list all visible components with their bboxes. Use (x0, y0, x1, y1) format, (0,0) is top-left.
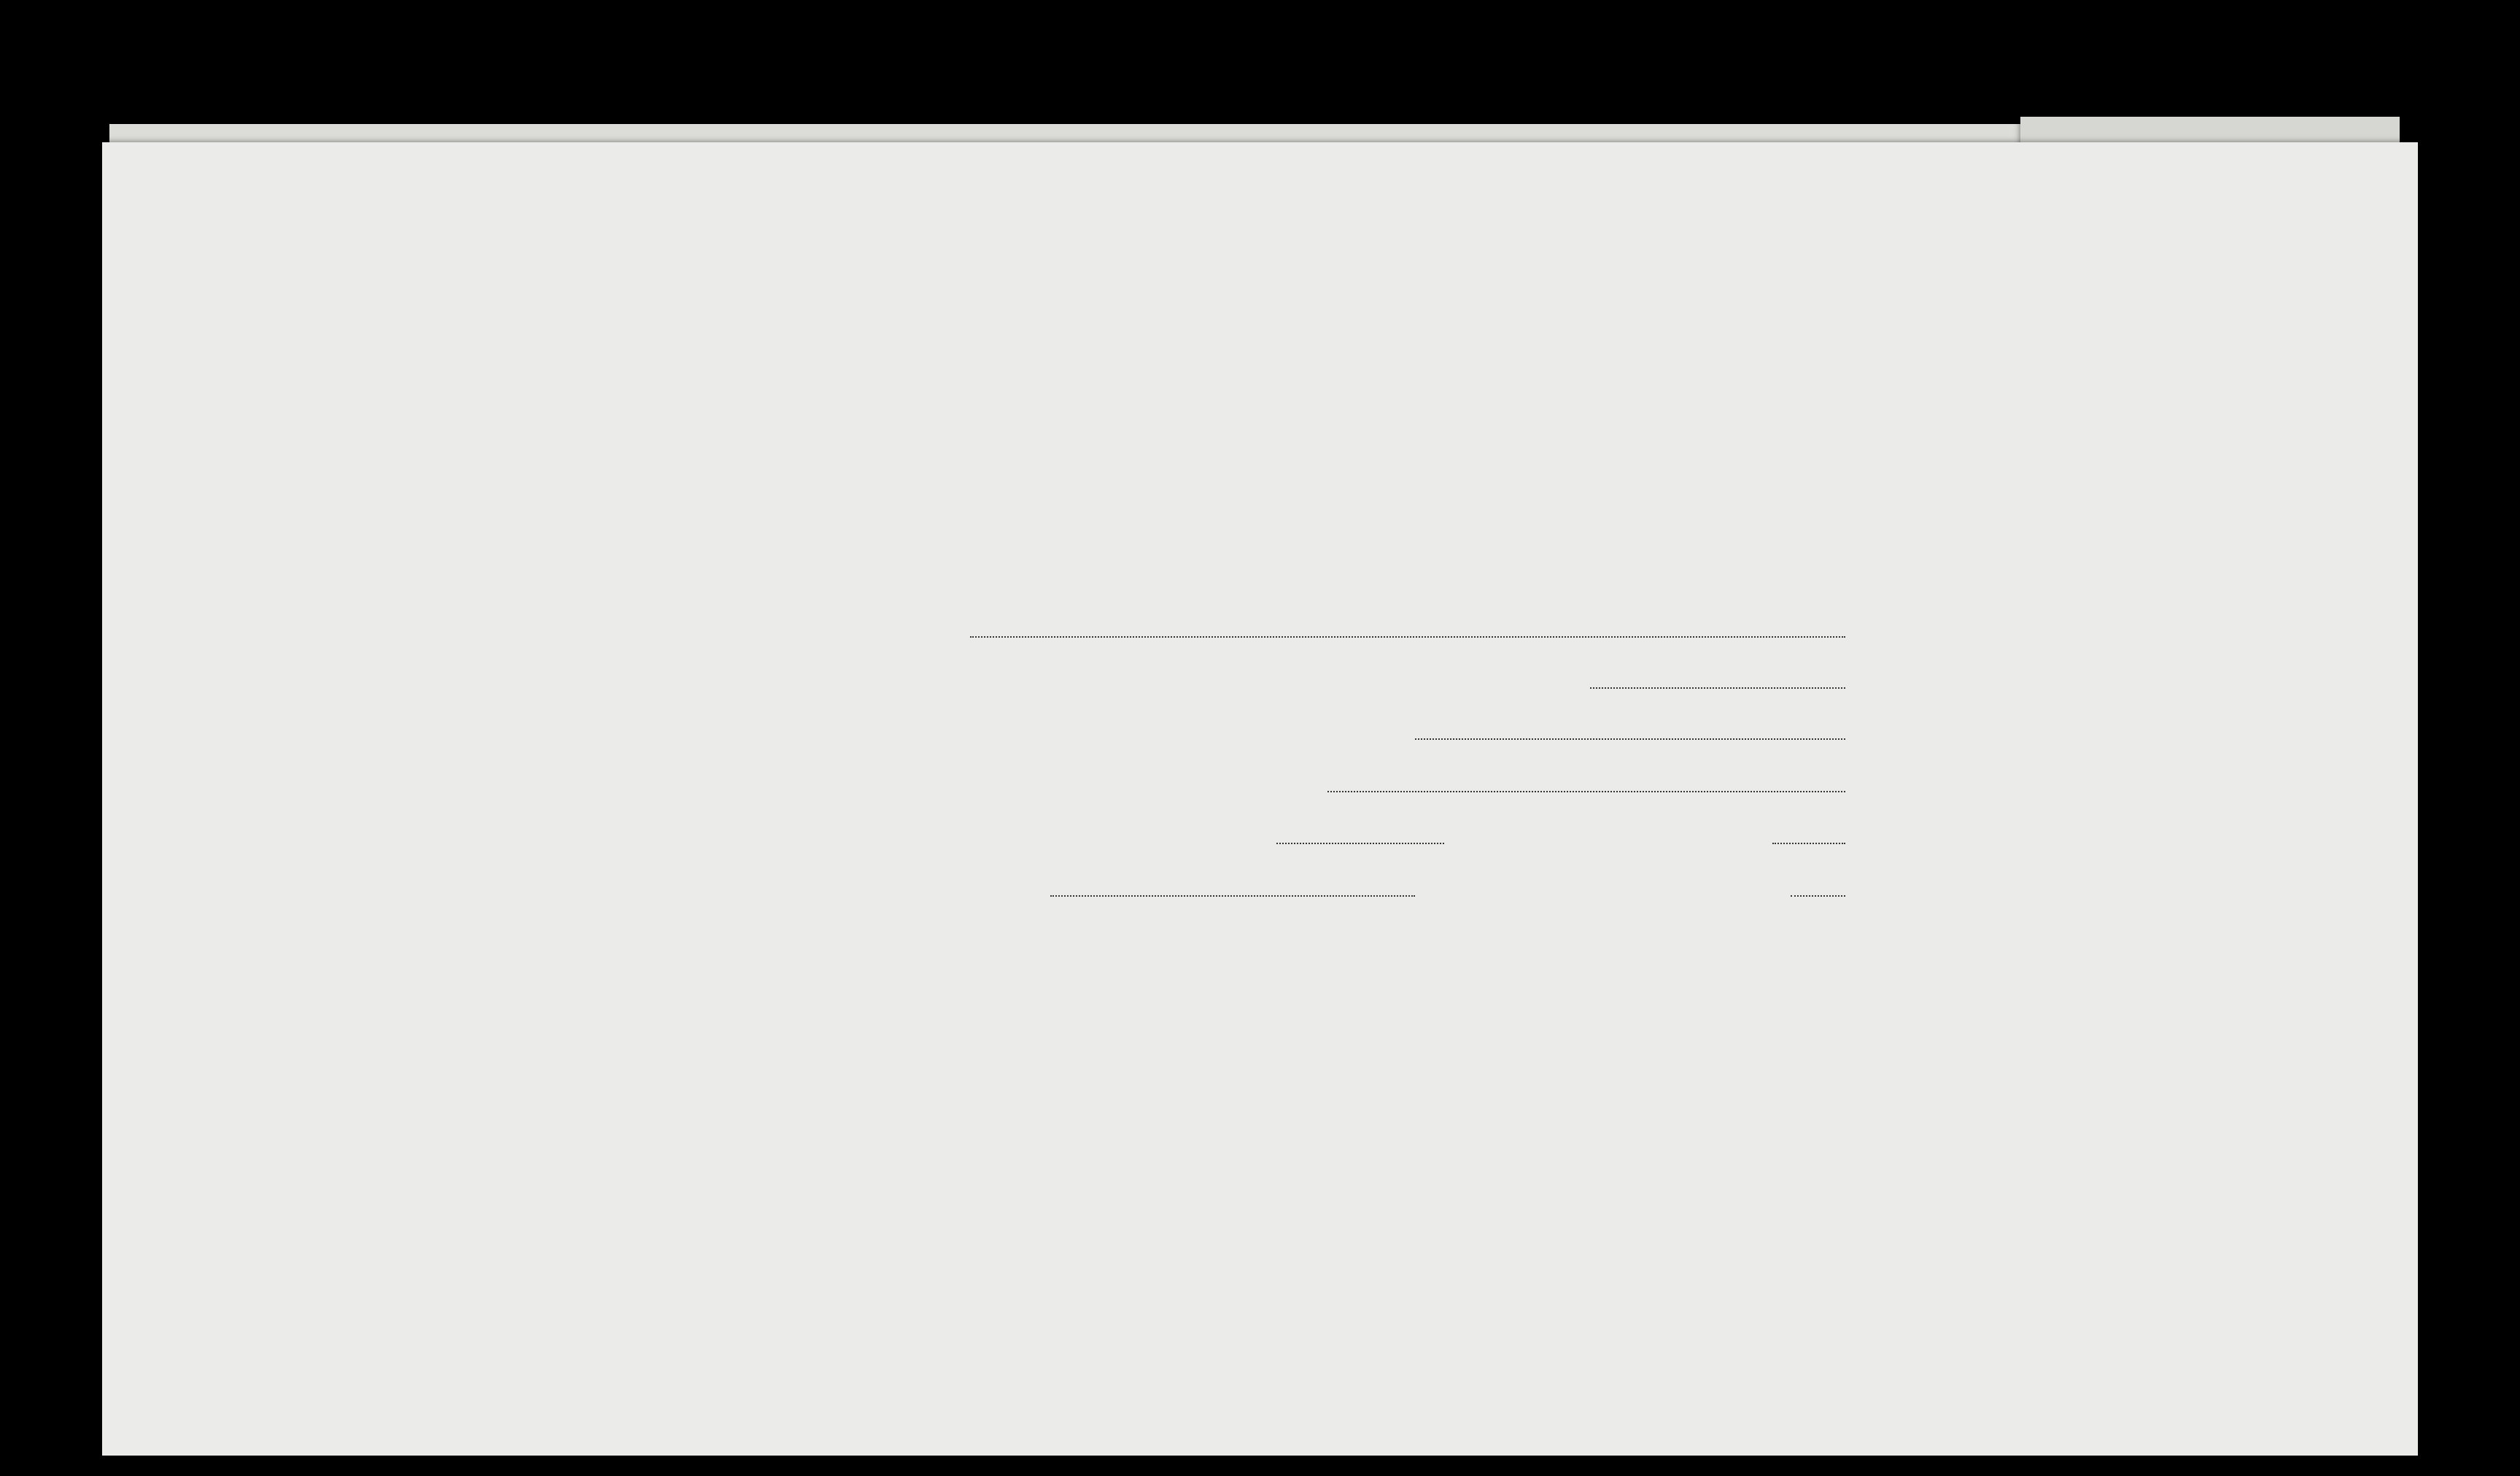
answer-line-5b (1772, 843, 1845, 844)
top-table (106, 150, 2389, 485)
questionnaire-box (737, 487, 1963, 1121)
answer-line-2 (1590, 687, 1845, 689)
census-card (102, 142, 2418, 1456)
answer-line-4 (1327, 791, 1845, 792)
answer-line-1 (970, 636, 1845, 638)
answer-line-3 (1415, 738, 1845, 740)
answer-line-6b (1791, 895, 1845, 897)
answer-line-6a (1050, 895, 1415, 897)
answer-line-5a (1276, 843, 1444, 844)
